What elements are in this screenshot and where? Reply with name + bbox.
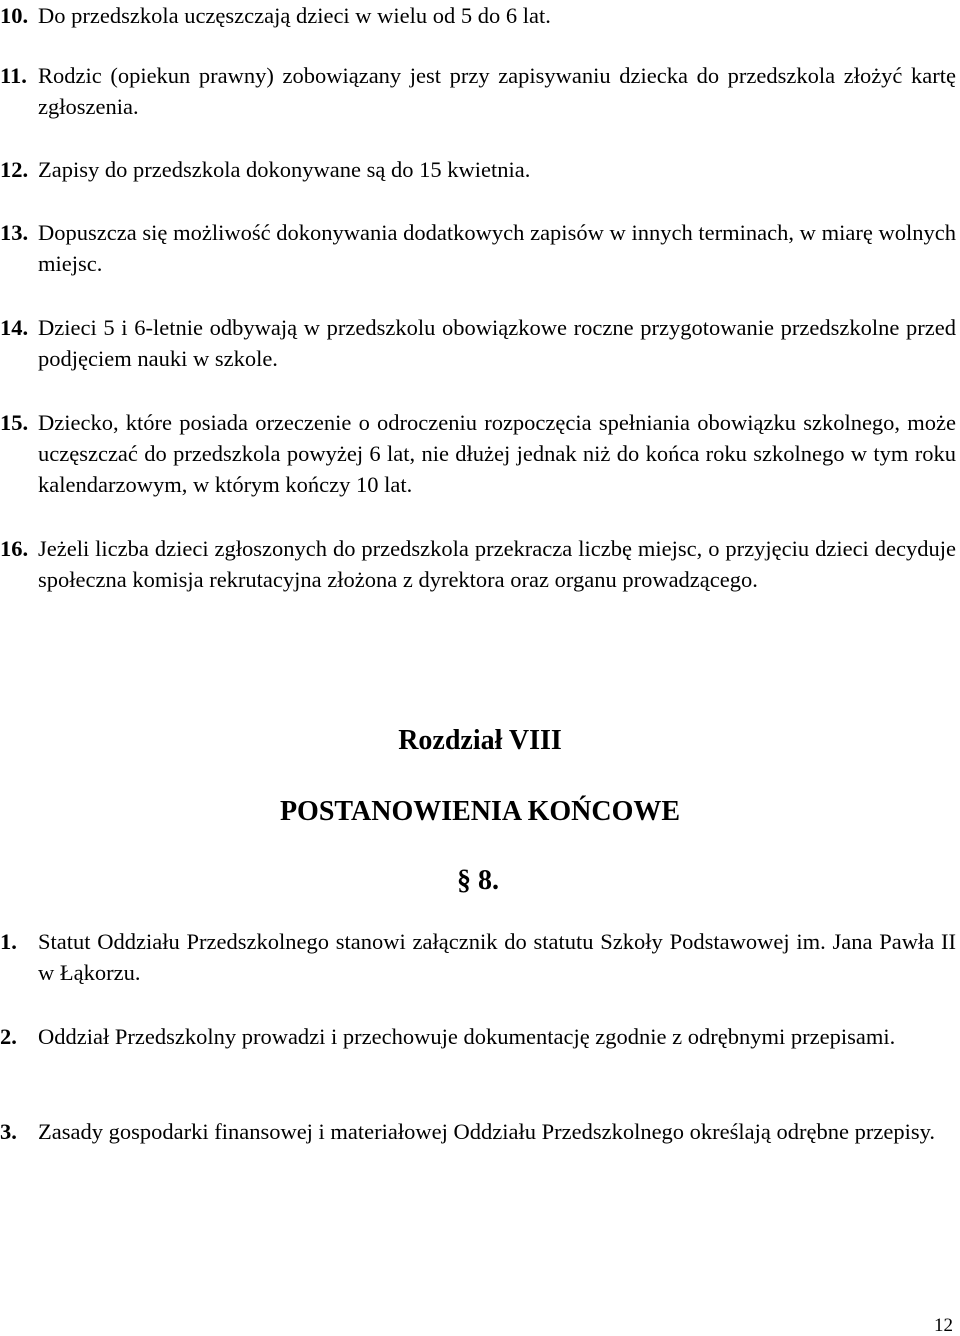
- list-item: [0, 1021, 956, 1052]
- list-item: [0, 926, 956, 988]
- item-number: 10.: [0, 3, 29, 28]
- item-number: 16.: [0, 536, 29, 561]
- list-item: [0, 533, 956, 595]
- item-text: Dopuszcza się możliwość dokonywania dodatkowych zapisów w innych terminach, w miarę wolnych miejsc.: [38, 220, 956, 276]
- item-text: Jeżeli liczba dzieci zgłoszonych do przedszkola przekracza liczbę miejsc, o przyjęciu dzieci decyduje społeczna komisja rekrutacyjna złożona z dyrektora oraz organu prowadzącego.: [38, 536, 956, 592]
- list-item: [0, 407, 956, 500]
- item-number: 12.: [0, 157, 29, 182]
- list-item: [0, 1116, 956, 1147]
- item-number: 13.: [0, 220, 29, 245]
- chapter-subtitle: POSTANOWIENIA KOŃCOWE: [279, 796, 681, 827]
- list-item: [0, 312, 956, 374]
- item-text: Rodzic (opiekun prawny) zobowiązany jest przy zapisywaniu dziecka do przedszkola złożyć kartę zgłoszenia.: [38, 63, 956, 119]
- list-item: [0, 0, 956, 31]
- item-number: 3.: [0, 1119, 17, 1144]
- page-number: 12: [934, 1315, 953, 1336]
- list-item: [0, 154, 956, 185]
- item-text: Statut Oddziału Przedszkolnego stanowi załącznik do statutu Szkoły Podstawowej im. Jana Pawła II w Łąkorzu.: [38, 929, 956, 985]
- item-number: 2.: [0, 1024, 17, 1049]
- item-number: 11.: [0, 63, 27, 88]
- item-text: Do przedszkola uczęszczają dzieci w wielu od 5 do 6 lat.: [38, 3, 551, 28]
- list-item: [0, 217, 956, 279]
- list-item: [0, 60, 956, 122]
- item-number: 1.: [0, 929, 17, 954]
- chapter-title: Rozdział VIII: [398, 725, 562, 756]
- item-number: 15.: [0, 410, 29, 435]
- item-text: Oddział Przedszkolny prowadzi i przechowuje dokumentację zgodnie z odrębnymi przepisami.: [38, 1024, 896, 1049]
- item-text: Dzieci 5 i 6-letnie odbywają w przedszkolu obowiązkowe roczne przygotowanie przedszkolne przed podjęciem nauki w szkole.: [38, 315, 956, 371]
- paragraph-heading: § 8.: [457, 865, 499, 896]
- item-number: 14.: [0, 315, 29, 340]
- item-text: Zapisy do przedszkola dokonywane są do 15 kwietnia.: [38, 157, 531, 182]
- item-text: Dziecko, które posiada orzeczenie o odroczeniu rozpoczęcia spełniania obowiązku szkolnego, może uczęszczać do przedszkola powyżej 6 lat, nie dłużej jednak niż do końca roku szkolnego w tym roku kalendarzowym, w którym kończy 10 lat.: [38, 410, 956, 497]
- item-text: Zasady gospodarki finansowej i materiałowej Oddziału Przedszkolnego określają odrębne przepisy.: [38, 1119, 936, 1144]
